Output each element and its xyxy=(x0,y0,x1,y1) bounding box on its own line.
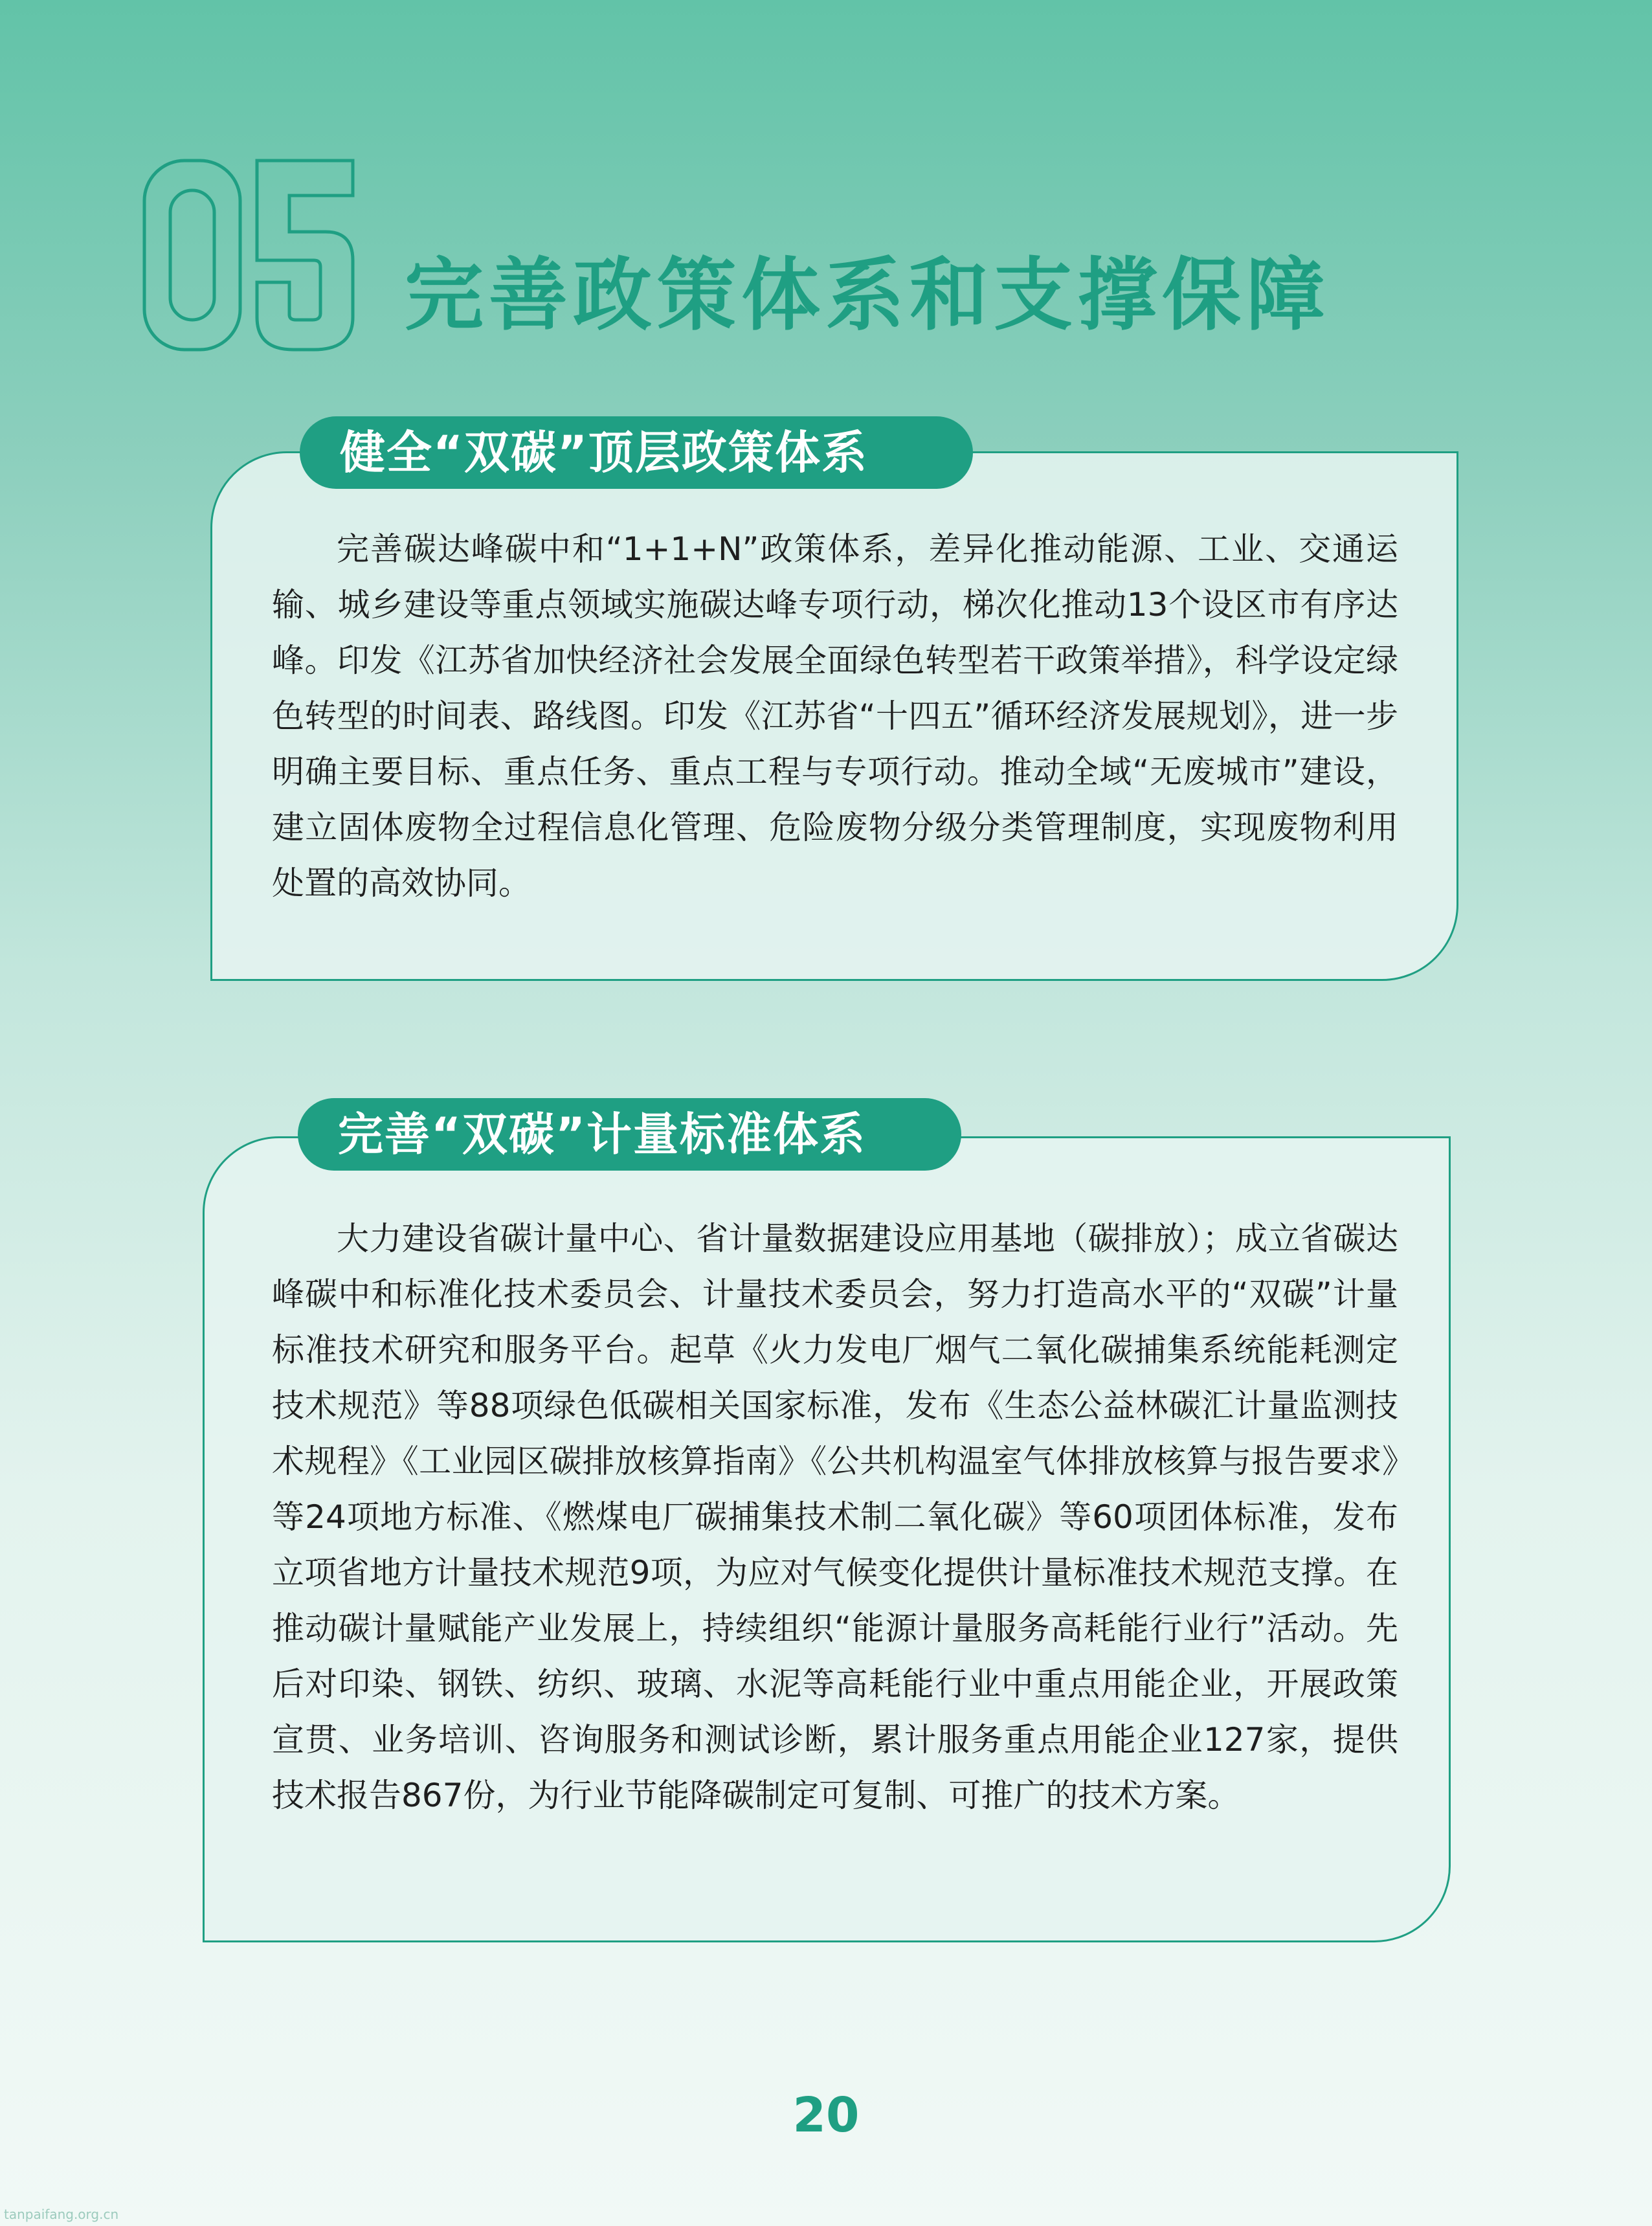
section-body-policy-system: 完善碳达峰碳中和“1+1+N”政策体系，差异化推动能源、工业、交通运输、城乡建设等重点领域实施碳达峰专项行动，梯次化推动13个设区市有序达峰。印发《江苏省加快经济社会发展全面绿色转型若干政策举措》，科学设定绿色转型的时间表、路线图。印发《江苏省“十四五”循环经济发展规划》，进一步明确主要目标、重点任务、重点工程与专项行动。推动全域“无废城市”建设，建立固体废物全过程信息化管理、危险废物分级分类管理制度，实现废物利用处置的高效协同。 xyxy=(272,530,1398,902)
page-number: 20 xyxy=(792,2087,860,2143)
section-heading-metrology-standards: 完善“双碳”计量标准体系 xyxy=(298,1098,961,1171)
chapter-number-text: 05 xyxy=(139,155,140,156)
section-heading-policy-system: 健全“双碳”顶层政策体系 xyxy=(300,416,973,489)
chapter-number-outline xyxy=(139,155,359,356)
watermark-text: tanpaifang.org.cn xyxy=(4,2207,119,2222)
section-body-metrology-standards: 大力建设省碳计量中心、省计量数据建设应用基地（碳排放）；成立省碳达峰碳中和标准化技术委员会、计量技术委员会，努力打造高水平的“双碳”计量标准技术研究和服务平台。起草《火力发电厂烟气二氧化碳捕集系统能耗测定技术规范》等88项绿色低碳相关国家标准，发布《生态公益林碳汇计量监测技术规程》《工业园区碳排放核算指南》《公共机构温室气体排放核算与报告要求》等24项地方标准、《燃煤电厂碳捕集技术制二氧化碳》等60项团体标准，发布立项省地方计量技术规范9项，为应对气候变化提供计量标准技术规范支撑。在推动碳计量赋能产业发展上，持续组织“能源计量服务高耗能行业行”活动。先后对印染、钢铁、纺织、玻璃、水泥等高耗能行业中重点用能企业，开展政策宣贯、业务培训、咨询服务和测试诊断，累计服务重点用能企业127家，提供技术报告867份，为行业节能降碳制定可复制、可推广的技术方案。 xyxy=(272,1220,1398,1814)
chapter-title: 完善政策体系和支撑保障 xyxy=(405,249,1330,341)
